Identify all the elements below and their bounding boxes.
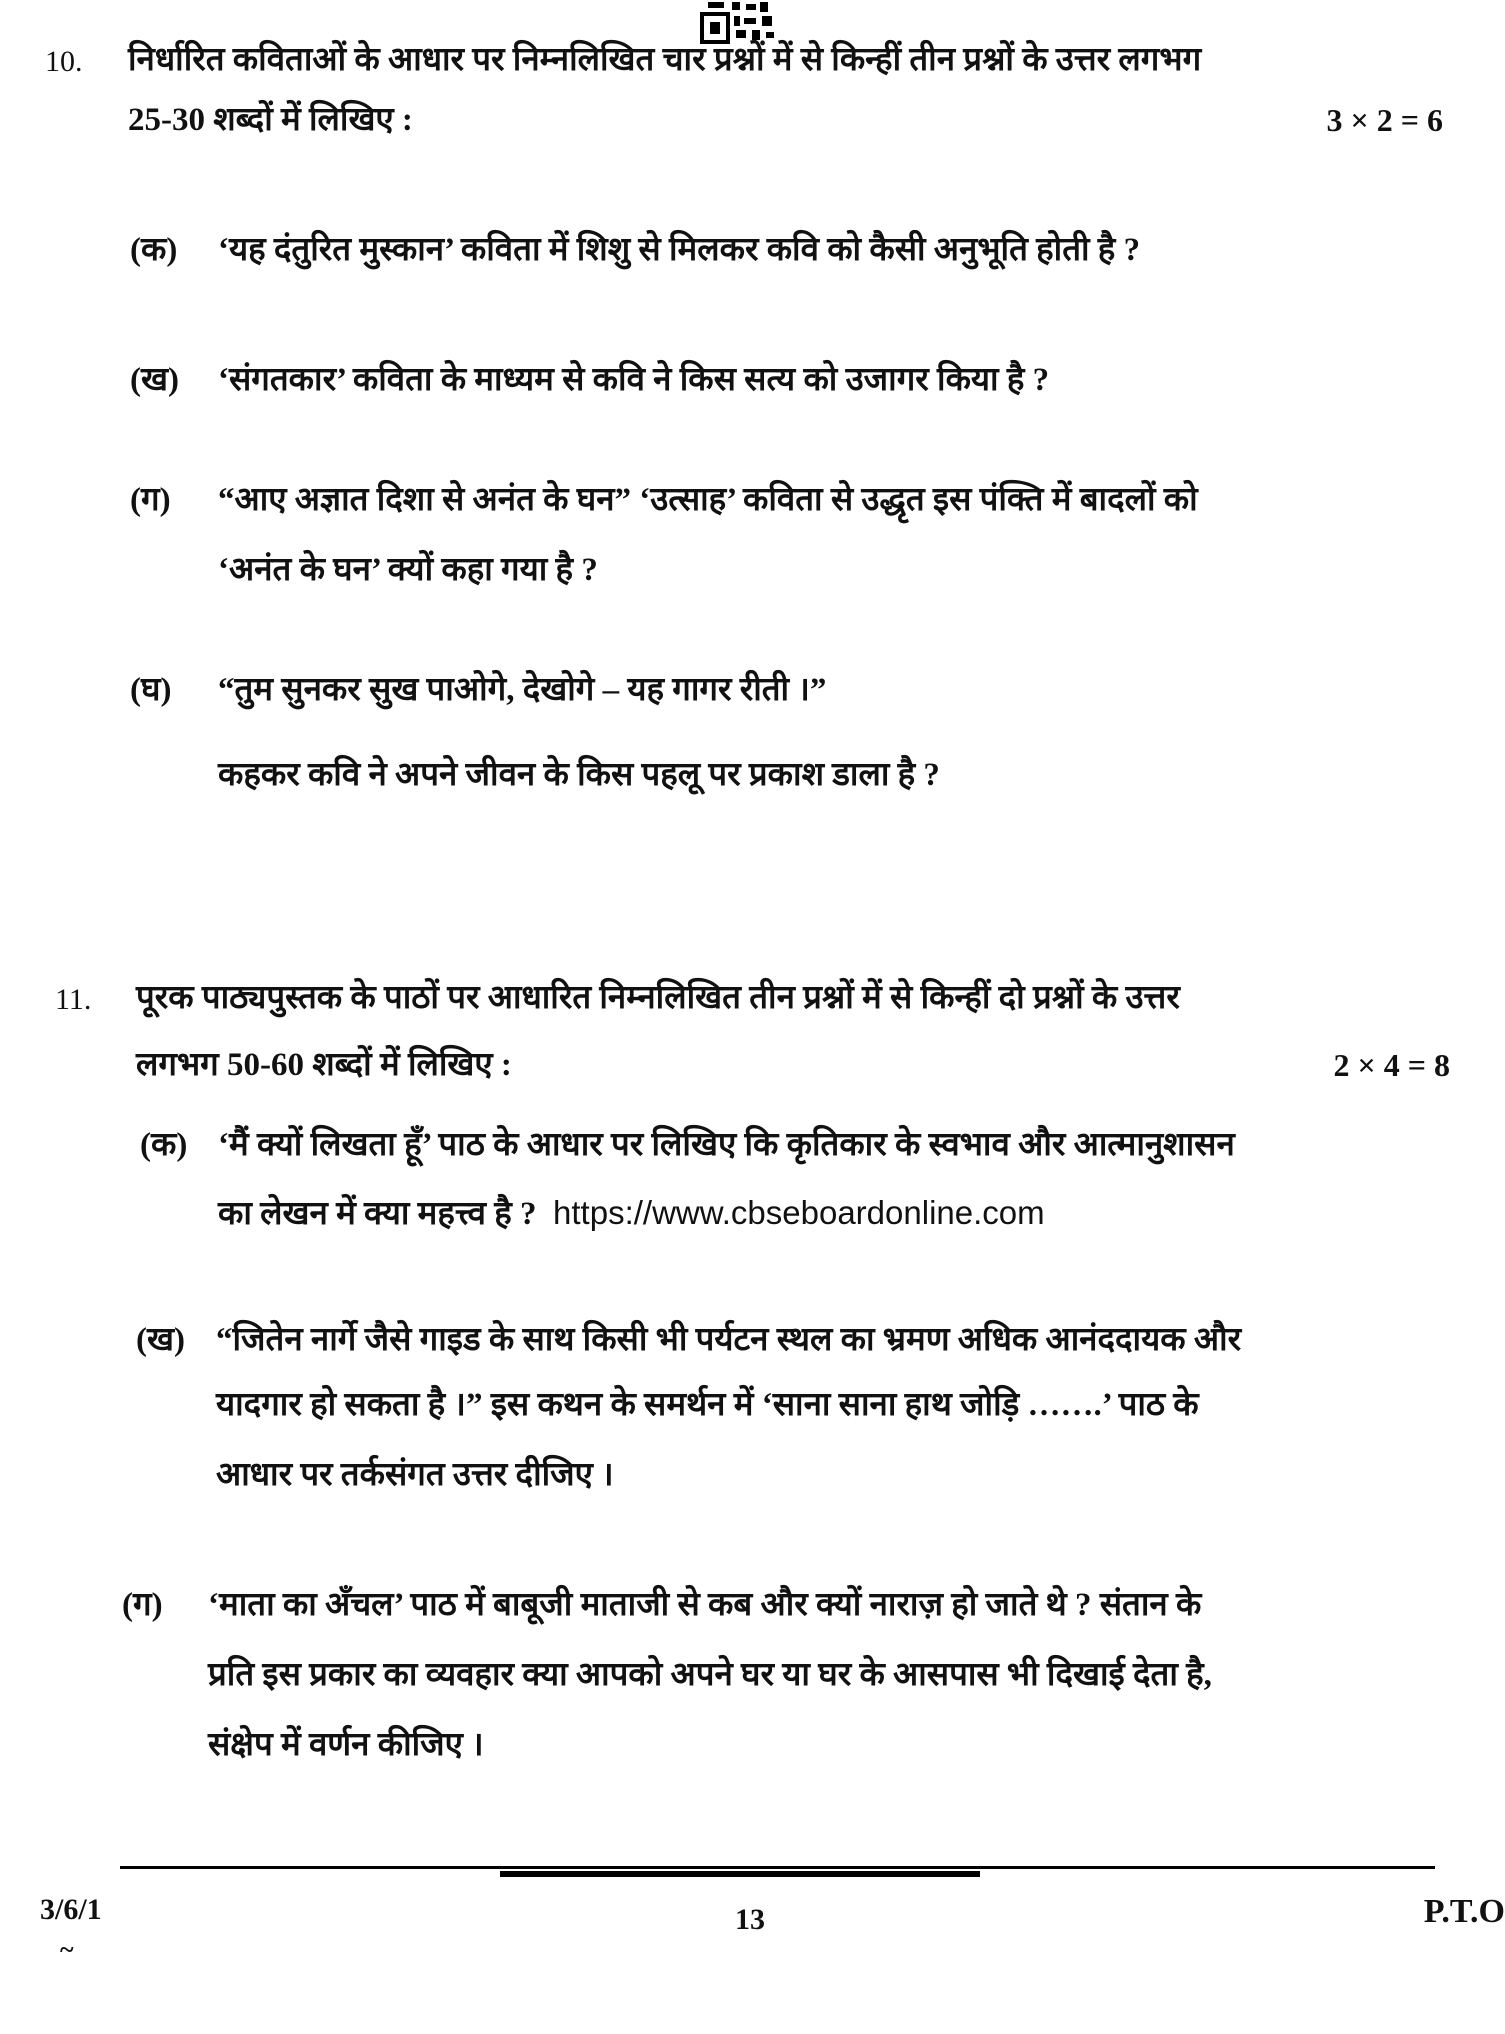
part-text: ‘संगतकार’ कविता के माध्यम से कवि ने किस सत्य को उजागर किया है ?	[218, 362, 1050, 398]
marks: 3 × 2 = 6	[1326, 102, 1443, 138]
part-text: ‘अनंत के घन’ क्यों कहा गया है ?	[218, 552, 598, 588]
part-text: “आए अज्ञात दिशा से अनंत के घन” ‘उत्साह’ कविता से उद्धृत इस पंक्ति में बादलों को	[218, 482, 1198, 518]
question-text: निर्धारित कविताओं के आधार पर निम्नलिखित चार प्रश्नों में से किन्हीं तीन प्रश्नों के उत्तर लगभग	[128, 42, 1202, 78]
part-label: (ग)	[122, 1587, 163, 1623]
qr-code-icon	[700, 0, 784, 44]
part-text: “तुम सुनकर सुख पाओगे, देखोगे – यह गागर रीती ।”	[218, 672, 827, 708]
question-number: 11.	[55, 983, 92, 1016]
question-text: 25-30 शब्दों में लिखिए :	[128, 102, 413, 138]
part-text: “जितेन नार्गे जैसे गाइड के साथ किसी भी पर्यटन स्थल का भ्रमण अधिक आनंददायक और	[216, 1322, 1242, 1358]
part-text: प्रति इस प्रकार का व्यवहार क्या आपको अपने घर या घर के आसपास भी दिखाई देता है,	[208, 1657, 1212, 1693]
part-label: (घ)	[130, 672, 172, 708]
question-text: लगभग 50-60 शब्दों में लिखिए :	[136, 1047, 512, 1083]
part-text-line: का लेखन में क्या महत्त्व है ?	[218, 1196, 537, 1232]
part-label: (क)	[140, 1127, 188, 1163]
part-text: ‘माता का अँचल’ पाठ में बाबूजी माताजी से कब और क्यों नाराज़ हो जाते थे ? संतान के	[208, 1587, 1202, 1623]
paper-code: 3/6/1	[40, 1893, 102, 1926]
question-number: 10.	[45, 45, 83, 78]
part-text	[218, 1193, 1045, 1234]
marks: 2 × 4 = 8	[1333, 1047, 1450, 1083]
part-text: यादगार हो सकता है ।” इस कथन के समर्थन में ‘साना साना हाथ जोड़ि …….’ पाठ के	[216, 1387, 1199, 1423]
part-label: (ख)	[136, 1322, 185, 1358]
page-number: 13	[735, 1903, 765, 1936]
question-text: पूरक पाठ्यपुस्तक के पाठों पर आधारित निम्नलिखित तीन प्रश्नों में से किन्हीं दो प्रश्नों के उत्तर	[136, 980, 1180, 1016]
part-label: (क)	[130, 232, 178, 268]
part-text: कहकर कवि ने अपने जीवन के किस पहलू पर प्रकाश डाला है ?	[218, 757, 940, 793]
part-text: आधार पर तर्कसंगत उत्तर दीजिए ।	[216, 1457, 614, 1493]
part-label: (ग)	[130, 482, 171, 518]
pto-label: P.T.O	[1423, 1893, 1505, 1930]
website-url: https://www.cbseboardonline.com	[553, 1194, 1045, 1231]
stray-mark: ~	[60, 1935, 74, 1964]
footer-rule-thick	[500, 1871, 980, 1877]
part-text: ‘यह दंतुरित मुस्कान’ कविता में शिशु से मिलकर कवि को कैसी अनुभूति होती है ?	[218, 232, 1141, 268]
part-label: (ख)	[130, 362, 179, 398]
footer-rule	[120, 1866, 1435, 1869]
part-text: संक्षेप में वर्णन कीजिए ।	[208, 1727, 484, 1763]
part-text: ‘मैं क्यों लिखता हूँ’ पाठ के आधार पर लिखिए कि कृतिकार के स्वभाव और आत्मानुशासन	[218, 1127, 1235, 1163]
